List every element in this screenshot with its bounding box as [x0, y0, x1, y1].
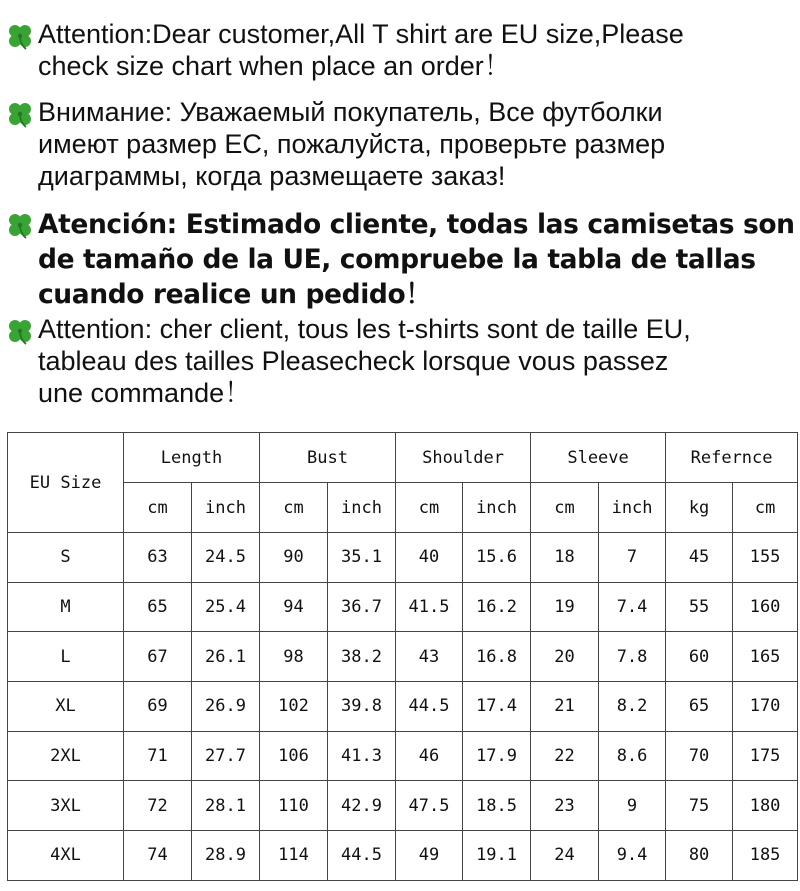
- table-cell: 8.2: [599, 682, 666, 732]
- unit-header: inch: [328, 483, 396, 533]
- unit-header: cm: [733, 483, 798, 533]
- table-cell: 47.5: [396, 781, 463, 831]
- table-cell: 24.5: [192, 533, 260, 583]
- table-row: [8, 831, 798, 881]
- size-chart-body: [8, 533, 798, 881]
- table-cell: 40: [396, 533, 463, 583]
- table-cell: 26.1: [192, 632, 260, 682]
- table-cell: 25.4: [192, 582, 260, 632]
- table-cell: 41.5: [396, 582, 463, 632]
- table-cell: 110: [260, 781, 328, 831]
- unit-header: cm: [396, 483, 463, 533]
- table-cell: 18: [531, 533, 599, 583]
- table-cell: 17.9: [463, 731, 531, 781]
- table-cell: 9.4: [599, 831, 666, 881]
- size-label-cell: L: [8, 632, 124, 682]
- table-cell: 9: [599, 781, 666, 831]
- table-cell: 65: [666, 682, 733, 732]
- notice-text: Attention:Dear customer,All T shirt are EU size,Please check size chart when place an order！: [38, 19, 684, 81]
- clover-icon: [4, 315, 36, 347]
- table-cell: 44.5: [328, 831, 396, 881]
- table-cell: 90: [260, 533, 328, 583]
- table-cell: 15.6: [463, 533, 531, 583]
- size-label-cell: 3XL: [8, 781, 124, 831]
- table-cell: 67: [124, 632, 192, 682]
- table-cell: 35.1: [328, 533, 396, 583]
- table-cell: 46: [396, 731, 463, 781]
- size-chart-table: [7, 432, 798, 881]
- notice-text: Внимание: Уважаемый покупатель, Все футболки имеют размер ЕС, пожалуйста, проверьте размер диаграммы, когда размещаете заказ!: [38, 97, 666, 191]
- table-cell: 106: [260, 731, 328, 781]
- unit-header: kg: [666, 483, 733, 533]
- notice-russian: [4, 96, 796, 192]
- table-cell: 155: [733, 533, 798, 583]
- table-cell: 72: [124, 781, 192, 831]
- group-header-sleeve: Sleeve: [531, 433, 666, 483]
- notice-spanish: [4, 207, 796, 312]
- table-cell: 55: [666, 582, 733, 632]
- table-cell: 17.4: [463, 682, 531, 732]
- table-cell: 102: [260, 682, 328, 732]
- size-label-cell: 4XL: [8, 831, 124, 881]
- table-row: [8, 682, 798, 732]
- table-cell: 16.2: [463, 582, 531, 632]
- group-header-reference: Refernce: [666, 433, 798, 483]
- unit-header: cm: [260, 483, 328, 533]
- table-cell: 71: [124, 731, 192, 781]
- table-cell: 41.3: [328, 731, 396, 781]
- table-cell: 180: [733, 781, 798, 831]
- eu-size-header: EU Size: [8, 433, 124, 533]
- table-cell: 69: [124, 682, 192, 732]
- table-cell: 26.9: [192, 682, 260, 732]
- table-cell: 36.7: [328, 582, 396, 632]
- table-row: [8, 632, 798, 682]
- table-cell: 28.9: [192, 831, 260, 881]
- clover-icon: [4, 209, 36, 241]
- table-cell: 45: [666, 533, 733, 583]
- table-cell: 42.9: [328, 781, 396, 831]
- table-cell: 20: [531, 632, 599, 682]
- group-header-length: Length: [124, 433, 260, 483]
- table-cell: 7.8: [599, 632, 666, 682]
- table-cell: 43: [396, 632, 463, 682]
- table-cell: 44.5: [396, 682, 463, 732]
- table-cell: 7.4: [599, 582, 666, 632]
- table-cell: 114: [260, 831, 328, 881]
- table-cell: 160: [733, 582, 798, 632]
- notice-french: [4, 313, 796, 409]
- table-cell: 63: [124, 533, 192, 583]
- table-cell: 38.2: [328, 632, 396, 682]
- table-cell: 70: [666, 731, 733, 781]
- table-cell: 28.1: [192, 781, 260, 831]
- table-cell: 24: [531, 831, 599, 881]
- table-cell: 65: [124, 582, 192, 632]
- size-label-cell: M: [8, 582, 124, 632]
- table-cell: 19.1: [463, 831, 531, 881]
- table-cell: 165: [733, 632, 798, 682]
- notice-text: Attention: cher client, tous les t-shirts sont de taille EU, tableau des tailles Pleasecheck lorsque vous passez une commande！: [38, 314, 691, 408]
- table-cell: 16.8: [463, 632, 531, 682]
- size-label-cell: XL: [8, 682, 124, 732]
- unit-header: inch: [599, 483, 666, 533]
- table-row: [8, 582, 798, 632]
- unit-header: inch: [192, 483, 260, 533]
- notice-english: [4, 18, 796, 82]
- table-cell: 185: [733, 831, 798, 881]
- table-cell: 39.8: [328, 682, 396, 732]
- group-header-bust: Bust: [260, 433, 396, 483]
- unit-header: cm: [124, 483, 192, 533]
- clover-icon: [4, 98, 36, 130]
- table-cell: 49: [396, 831, 463, 881]
- table-cell: 22: [531, 731, 599, 781]
- table-cell: 175: [733, 731, 798, 781]
- unit-header: cm: [531, 483, 599, 533]
- table-cell: 23: [531, 781, 599, 831]
- table-cell: 74: [124, 831, 192, 881]
- notice-text: Atención: Estimado cliente, todas las camisetas son de tamaño de la UE, compruebe la tabla de tallas cuando realice un pedido！: [38, 209, 795, 310]
- size-label-cell: S: [8, 533, 124, 583]
- group-header-shoulder: Shoulder: [396, 433, 531, 483]
- table-cell: 170: [733, 682, 798, 732]
- table-row: [8, 731, 798, 781]
- table-row: [8, 781, 798, 831]
- table-row: [8, 533, 798, 583]
- table-cell: 80: [666, 831, 733, 881]
- table-cell: 98: [260, 632, 328, 682]
- table-cell: 27.7: [192, 731, 260, 781]
- table-cell: 7: [599, 533, 666, 583]
- table-cell: 21: [531, 682, 599, 732]
- table-cell: 75: [666, 781, 733, 831]
- table-cell: 18.5: [463, 781, 531, 831]
- size-label-cell: 2XL: [8, 731, 124, 781]
- unit-header: inch: [463, 483, 531, 533]
- table-cell: 94: [260, 582, 328, 632]
- clover-icon: [4, 20, 36, 52]
- table-cell: 19: [531, 582, 599, 632]
- table-cell: 8.6: [599, 731, 666, 781]
- table-cell: 60: [666, 632, 733, 682]
